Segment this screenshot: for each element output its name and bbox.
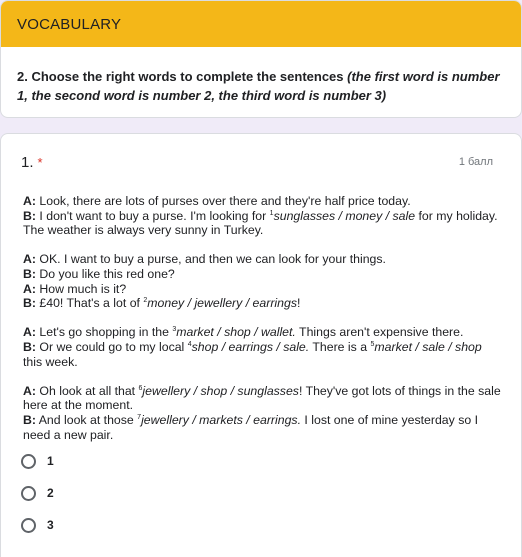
dialogue-line: B: Or we could go to my local $^4$shop / earrings / sale. There is a $^5$market / sale / shop this week. [23,339,482,369]
gap-number: 5 [370,340,375,348]
word-choice: sunglasses / money / sale [273,208,416,223]
radio-button[interactable] [21,486,36,501]
gap-number: 4 [187,340,192,348]
option-label: 1 [47,454,54,468]
question-card [0,133,522,557]
dialogue-paragraph [23,384,503,442]
speaker-label: A: [23,252,36,267]
word-choice: jewellery / markets / earrings. [141,412,301,427]
section-title: VOCABULARY [1,1,521,47]
word-choice: market / shop / wallet. [176,325,296,340]
speaker-label: B: [23,339,36,354]
section-instruction-note: (the first word is number 1, the second word is number 2, the third word is number 3) [17,69,500,103]
dialogue-line: A: Look, there are lots of purses over there and they're half price today. [23,194,411,208]
dialogue-line: A: OK. I want to buy a purse, and then we can look for your things. [23,252,386,267]
option-1[interactable] [21,452,54,470]
option-label: 3 [47,518,54,532]
word-choice: market / sale / shop [374,339,482,354]
word-choice: jewellery / shop / sunglasses [142,383,299,398]
speaker-label: A: [23,383,36,398]
option-label: 2 [47,486,54,500]
question-title [21,154,43,171]
speaker-label: B: [23,412,36,427]
dialogue-line: A: Oh look at all that $^6$jewellery / shop / sunglasses! They've got lots of things in the sale here at the moment. [23,383,501,413]
gap-number: 6 [138,384,143,392]
speaker-label: B: [23,266,36,281]
dialogue-line: B: I don't want to buy a purse. I'm looking for $^1$sunglasses / money / sale for my holiday. The weather is always very sunny in Turkey. [23,208,498,238]
section-card [0,0,522,118]
speaker-label: A: [23,194,36,208]
radio-button[interactable] [21,454,36,469]
gap-number: 3 [172,326,177,334]
speaker-label: A: [23,281,36,296]
gap-number: 1 [269,209,274,217]
required-mark: * [37,155,43,170]
question-points: 1 балл [458,156,493,168]
dialogue-paragraph [23,325,503,369]
speaker-label: B: [23,208,36,223]
dialogue-line: A: Let's go shopping in the $^3$market / shop / wallet. Things aren't expensive there. [23,325,464,340]
option-2[interactable] [21,484,54,502]
option-3[interactable] [21,516,54,534]
section-instruction: 2. Choose the right words to complete the sentences [17,69,344,84]
section-description [1,47,521,105]
dialogue-line: B: And look at those $^7$jewellery / markets / earrings. I lost one of mine yesterday so I need a new pair. [23,412,479,442]
dialogue-line: A: How much is it? [23,281,127,296]
radio-button[interactable] [21,518,36,533]
dialogue-paragraph [23,252,503,310]
question-body [23,194,503,457]
dialogue-paragraph [23,194,503,238]
dialogue-line: B: Do you like this red one? [23,266,175,281]
gap-number: 2 [143,297,148,305]
speaker-label: B: [23,296,36,311]
word-choice: money / jewellery / earrings [147,296,297,311]
dialogue-line: B: £40! That's a lot of $^2$money / jewellery / earrings! [23,296,301,311]
question-number: 1. [21,154,34,171]
speaker-label: A: [23,325,36,340]
question-header [21,154,497,174]
gap-number: 7 [137,413,142,421]
word-choice: shop / earrings / sale. [191,339,310,354]
